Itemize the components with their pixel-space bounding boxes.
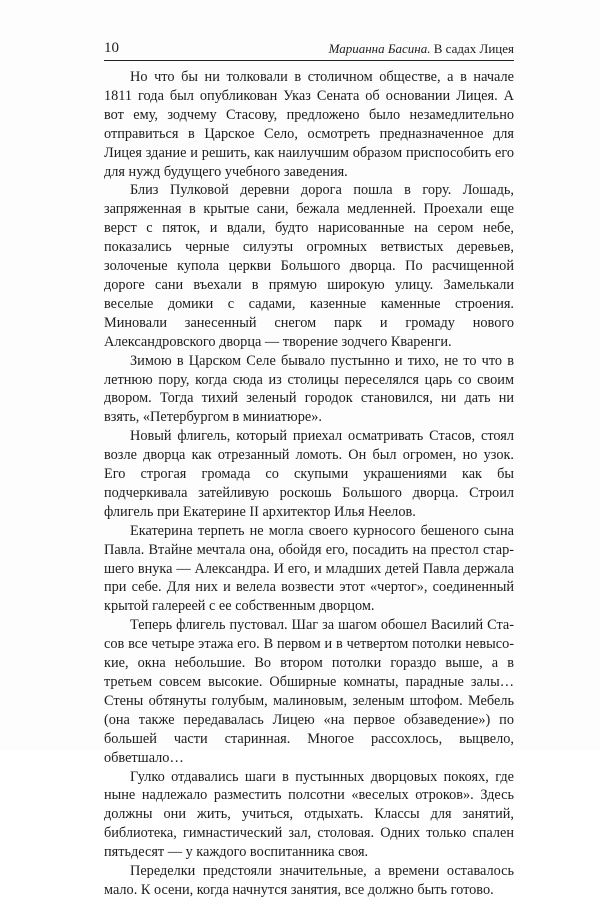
paragraph: Екатерина терпеть не могла своего курносого бешеного сына Павла. Втайне мечтала она, обойдя его, посадить на престол старшего внука — Александра. И его, и младших детей Павла держала при себе. Для них и велела возвести этот «чертог», соединенный крытой галереей с ее собственным дворцом. (104, 522, 514, 615)
paragraph: Гулко отдавались шаги в пустынных дворцовых покоях, где ныне надлежало разместить полсотни «веселых отроков». Здесь должны они жить, учиться, отдыхать. Классы для занятий, библиотека, гимнастический зал, столовая. Одних только спален пятьдесят — у каждого воспитанника своя. (104, 768, 514, 861)
paragraph: Зимою в Царском Селе бывало пустынно и тихо, не то что в летнюю пору, когда сюда из столицы переселялся царь со своим двором. Тогда тихий зеленый городок становился, ни дать ни взять, «Петербургом в миниатюре». (104, 352, 514, 426)
page-number: 10 (104, 40, 119, 56)
paragraph: Теперь флигель пустовал. Шаг за шагом обошел Василий Стасов все четыре этажа его. В первом и в четвертом потолки невысокие, окна небольшие. Во втором потолки гораздо выше, а в третьем совсем высокие. Обширные комнаты, парадные залы… Стены обтянуты голубым, малиновым, зеленым штофом. Мебель (она также передавалась Лицею «на первое обзаведение») по большей части старинная. Многое рассохлось, выцвело, обветшало… (104, 617, 514, 766)
book-title: В садах Лицея (433, 41, 514, 56)
paragraph: Близ Пулковой деревни дорога пошла в гору. Лошадь, запряженная в крытые сани, бежала медленней. Проехали еще верст с пяток, и вдали, будто нарисованные на сером небе, показались черные силуэты огромных ветвистых деревьев, золоченые купола церкви Большого дворца. По расчищенной дороге сани въехали в прямую широкую улицу. Замелькали веселые домики с садами, казенные каменные строения. Миновали занесенный снегом парк и громаду нового Александровского дворца — творение зодчего Кваренги. (104, 182, 514, 350)
paragraph: Но что бы ни толковали в столичном обществе, а в начале 1811 года был опубликован Указ Сената об основании Лицея. А вот ему, зодчему Стасову, предложено было незамедлительно отправиться в Царское Село, осмотреть предназначенное для Лицея здание и решить, как наилучшим образом приспособить его для нужд будущего учебного заведения. (104, 69, 514, 180)
paragraph: Новый флигель, который приехал осматривать Стасов, стоял возле дворца как отрезанный ломоть. Он был огромен, но узок. Его строгая громада со скупыми украшениями как бы подчеркивала затейливую роскошь Большого дворца. Строил флигель при Екатерине II архитектор Илья Неелов. (104, 428, 514, 520)
paragraph: Переделки предстояли значительные, а времени оставалось мало. К осени, когда начнутся занятия, все должно быть готово. (104, 863, 514, 898)
running-header (104, 38, 514, 61)
page-body (104, 68, 514, 900)
author-name: Марианна Басина. (328, 41, 431, 56)
running-title (329, 41, 514, 57)
